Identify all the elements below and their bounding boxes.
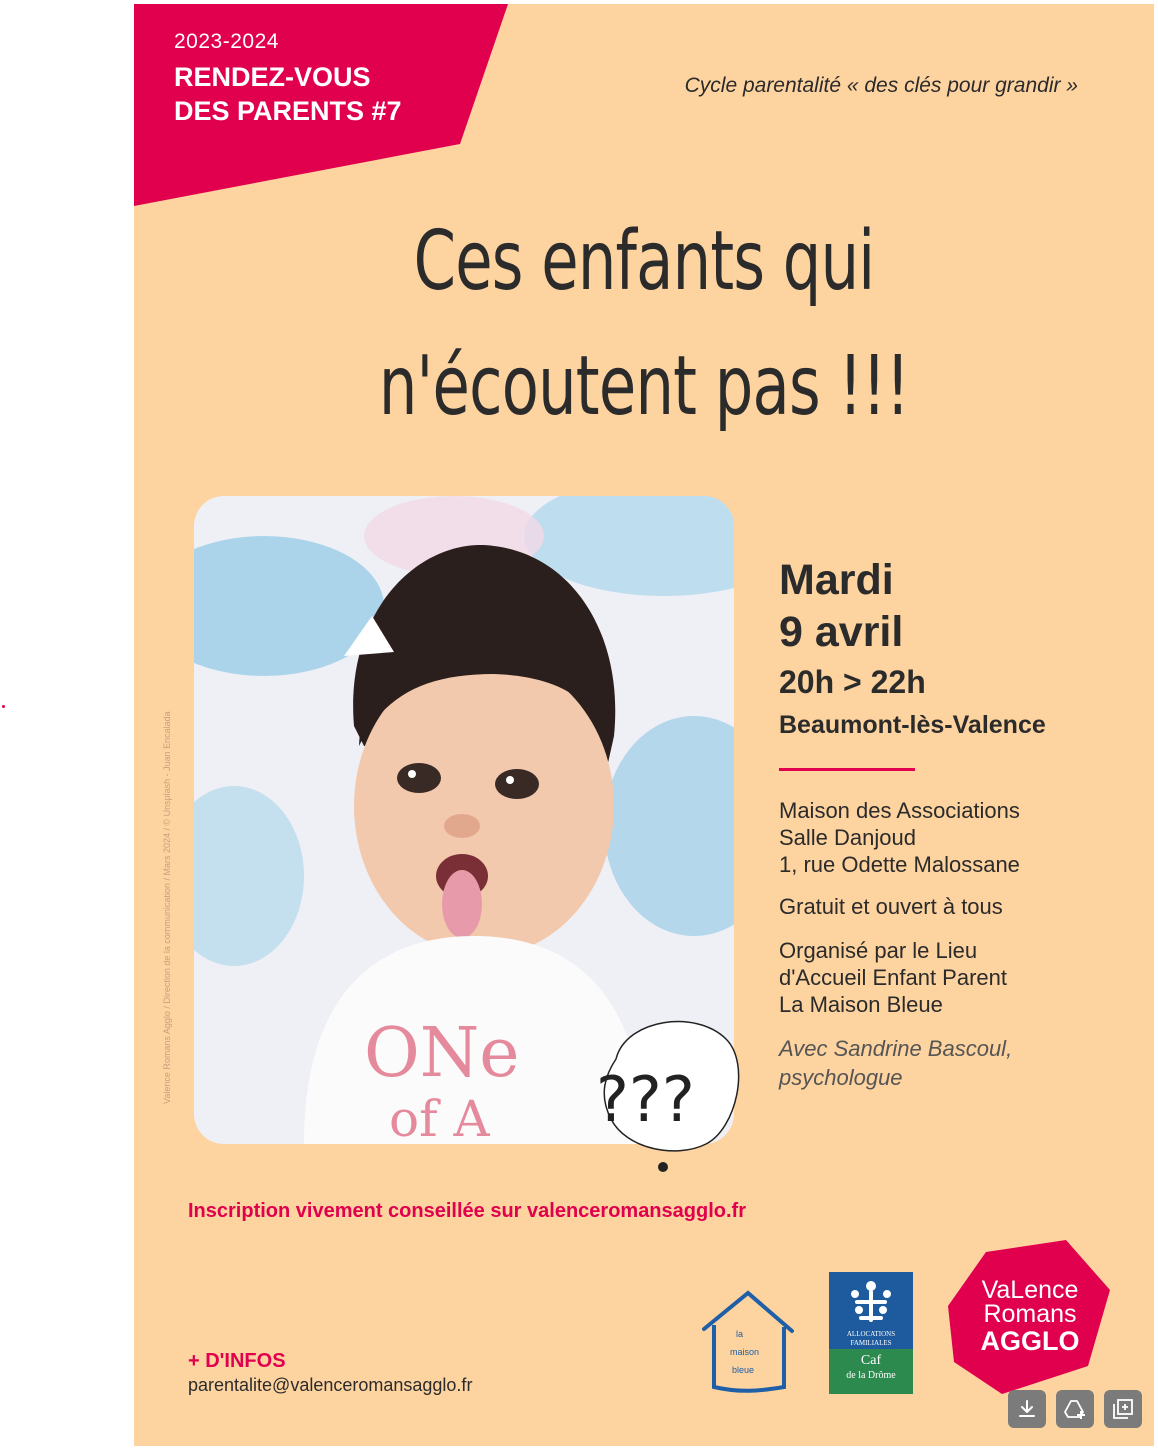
event-day: Mardi: [779, 556, 894, 604]
headline-line2: n'écoutent pas !!!: [378, 339, 910, 434]
agglo-word-1: VaLence: [981, 1276, 1079, 1304]
registration-link[interactable]: valenceromansagglo.fr: [527, 1200, 746, 1222]
add-to-collection-button[interactable]: [1104, 1390, 1142, 1428]
add-to-drive-icon: [1063, 1397, 1087, 1421]
event-city: Beaumont-lès-Valence: [779, 711, 1046, 739]
event-poster: [134, 4, 1154, 1446]
stray-dot: [2, 705, 5, 708]
event-access: Gratuit et ouvert à tous: [779, 894, 1003, 919]
house-text-2: maison: [730, 1347, 760, 1357]
banner-title: [174, 60, 402, 128]
registration-note: [188, 1200, 746, 1223]
banner: [174, 30, 402, 128]
speaker-line1: Avec Sandrine Bascoul,: [779, 1036, 1013, 1061]
event-date: 9 avril: [779, 608, 904, 656]
photo-credit: Valence Romans Agglo / Direction de la communication / Mars 2024 / © Unsplash - Juan Encalada: [162, 711, 172, 1104]
organizer-line1: Organisé par le Lieu: [779, 938, 978, 963]
maison-bleue-logo: [700, 1289, 796, 1397]
contact-email[interactable]: parentalite@valenceromansagglo.fr: [188, 1375, 473, 1395]
caf-label-1: ALLOCATIONS: [846, 1330, 896, 1338]
agglo-word-2: Romans: [983, 1300, 1077, 1328]
download-button[interactable]: [1008, 1390, 1046, 1428]
house-text-1: la: [736, 1329, 744, 1339]
download-icon: [1015, 1397, 1039, 1421]
question-marks-bubble: [586, 1009, 756, 1174]
speaker-line2: psychologue: [779, 1065, 903, 1090]
caf-name-1: Caf: [860, 1353, 882, 1368]
banner-title-line2: DES PARENTS #7: [174, 96, 402, 126]
event-organizer: [779, 937, 1139, 1018]
caf-label-2: FAMILIALES: [850, 1339, 892, 1347]
agglo-wordmark: [940, 1278, 1120, 1356]
question-marks: ???: [596, 1063, 695, 1136]
add-to-collection-icon: [1111, 1397, 1135, 1421]
caf-logo: [829, 1272, 913, 1394]
organizer-line2: d'Accueil Enfant Parent: [779, 965, 1008, 990]
caf-name-2: de la Drôme: [846, 1370, 896, 1381]
address-line1: Maison des Associations: [779, 798, 1020, 823]
shirt-text-1: ONe: [364, 1014, 520, 1093]
event-speaker: [779, 1034, 1139, 1092]
agglo-word-3: AGGLO: [980, 1326, 1080, 1356]
headline-line1: Ces enfants qui: [413, 214, 875, 309]
caf-name: [829, 1349, 913, 1394]
event-time: 20h > 22h: [779, 664, 926, 700]
divider: [779, 768, 915, 771]
more-info-label: + D'INFOS: [188, 1350, 286, 1372]
address-line2: Salle Danjoud: [779, 825, 916, 850]
organizer-line3: La Maison Bleue: [779, 992, 943, 1017]
caf-label: [829, 1330, 913, 1348]
registration-text: Inscription vivement conseillée sur: [188, 1200, 528, 1222]
house-text-3: bleue: [732, 1365, 755, 1375]
shirt-text-2: of A: [389, 1090, 490, 1144]
event-info: [779, 554, 1139, 1092]
address-line3: 1, rue Odette Malossane: [779, 852, 1020, 877]
season-year: 2023-2024: [174, 30, 279, 53]
valence-romans-agglo-logo: [940, 1234, 1120, 1400]
event-address: [779, 797, 1139, 878]
cycle-subtitle: Cycle parentalité « des clés pour grandir »: [684, 74, 1078, 97]
banner-title-line1: RENDEZ-VOUS: [174, 62, 371, 92]
caf-family-icon: [829, 1272, 913, 1330]
add-to-drive-button[interactable]: [1056, 1390, 1094, 1428]
